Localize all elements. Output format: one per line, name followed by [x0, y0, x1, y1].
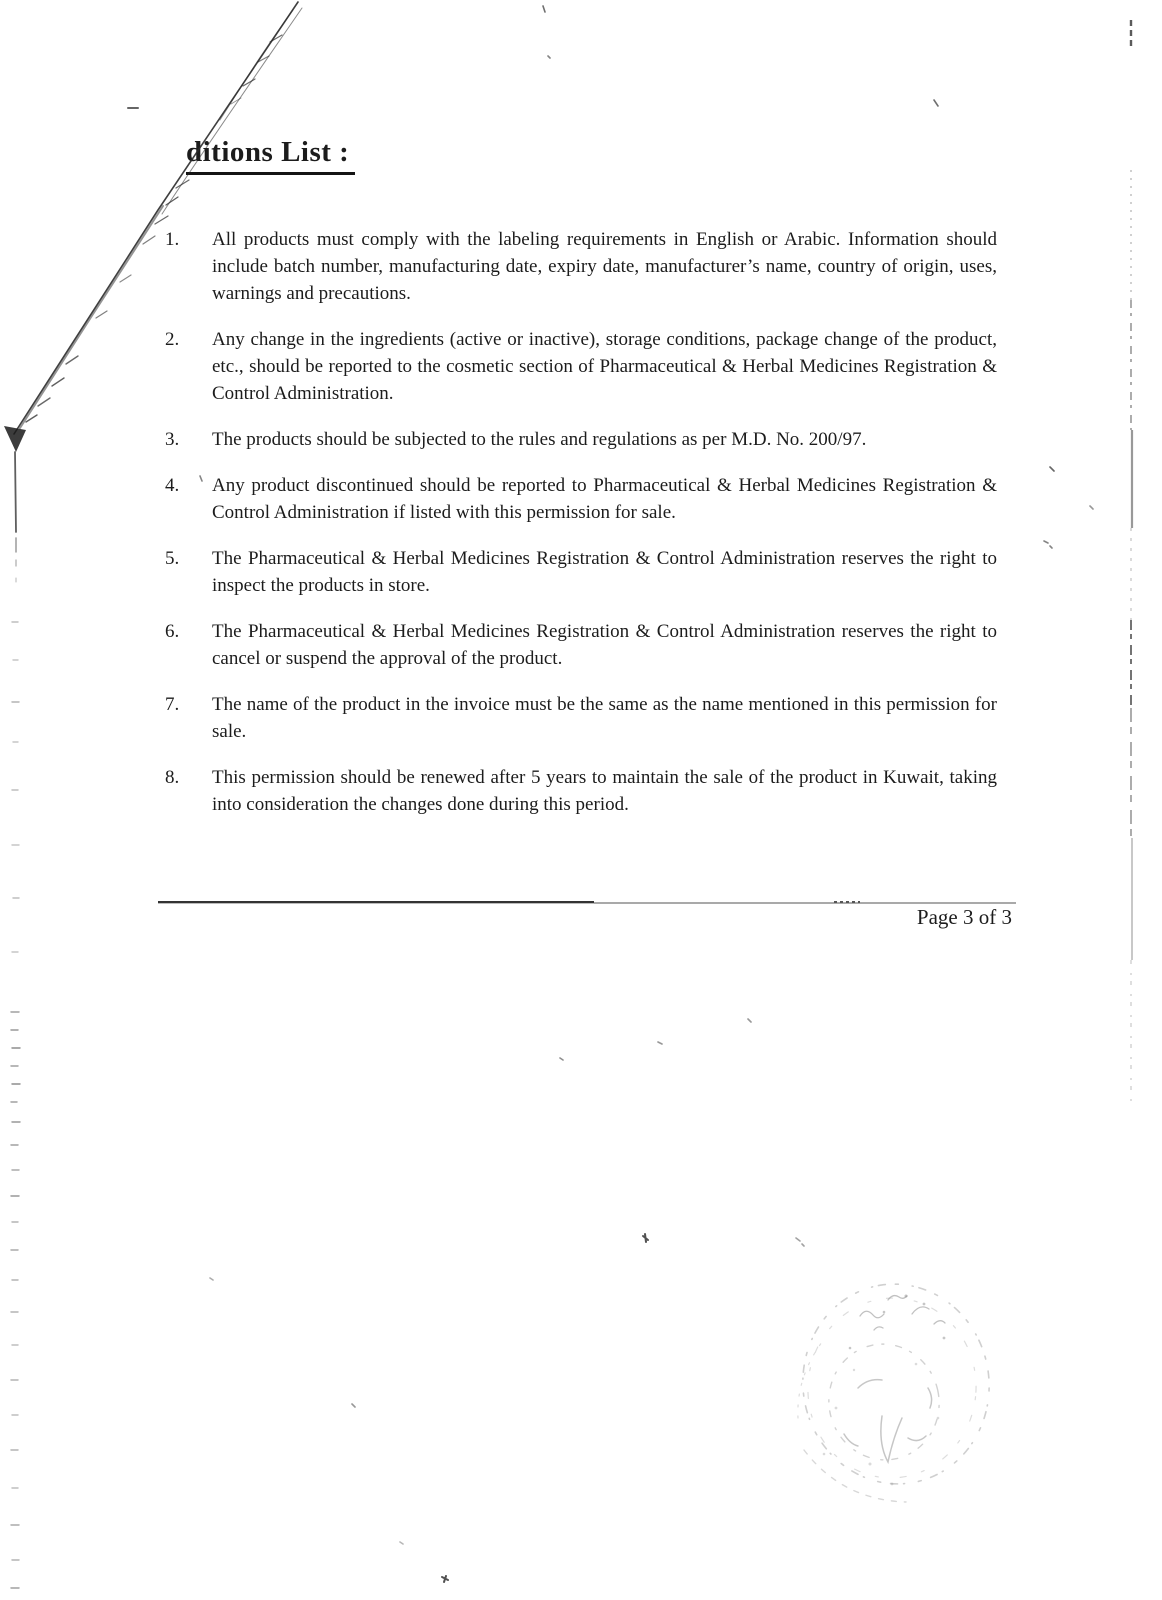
item-number: 5. — [165, 548, 180, 569]
item-text: The Pharmaceutical & Herbal Medicines Registration & Control Administration reserves the right to inspect the products in store. — [212, 548, 997, 596]
item-number: 4. — [165, 475, 180, 496]
item-number: 8. — [165, 767, 180, 788]
footer-divider — [158, 901, 1016, 904]
item-text: All products must comply with the labeling requirements in English or Arabic. Information should include batch number, manufacturing date, expiry date, manufacturer’s name, country of origin, uses, warnings and precautions. — [212, 229, 997, 304]
item-text: Any change in the ingredients (active or inactive), storage conditions, package change of the product, etc., should be reported to the cosmetic section of Pharmaceutical & Herbal Medicines Registration & Control Administration. — [212, 329, 997, 404]
footer-divider-dotted-patch — [834, 901, 860, 903]
item-number: 7. — [165, 694, 180, 715]
page-number: Page 3 of 3 — [916, 905, 1012, 929]
item-number: 2. — [165, 329, 180, 350]
footer-divider-light-segment — [594, 902, 1016, 904]
list-item — [165, 326, 997, 407]
item-number: 6. — [165, 621, 180, 642]
item-text: This permission should be renewed after 5 years to maintain the sale of the product in Kuwait, taking into consideration the changes done during this period. — [212, 767, 997, 815]
list-item — [165, 691, 997, 745]
conditions-list-title-text: ditions List : — [186, 136, 350, 168]
conditions-list-title — [186, 136, 355, 175]
list-item — [165, 618, 997, 672]
conditions-list — [165, 226, 997, 837]
item-text: The Pharmaceutical & Herbal Medicines Registration & Control Administration reserves the right to cancel or suspend the approval of the product. — [212, 621, 997, 669]
list-item — [165, 545, 997, 599]
item-text: Any product discontinued should be reported to Pharmaceutical & Herbal Medicines Registration & Control Administration if listed with this permission for sale. — [212, 475, 997, 523]
list-item — [165, 426, 997, 453]
official-stamp-icon — [788, 1268, 1000, 1508]
list-item — [165, 472, 997, 526]
right-edge-line-icon — [1131, 20, 1132, 1105]
left-edge-noise-icon — [11, 622, 20, 1588]
footer-divider-dark-segment — [158, 901, 594, 903]
list-item — [165, 226, 997, 307]
item-text: The products should be subjected to the rules and regulations as per M.D. No. 200/97. — [212, 429, 867, 450]
item-number: 1. — [165, 229, 180, 250]
list-item — [165, 764, 997, 818]
item-text: The name of the product in the invoice must be the same as the name mentioned in this permission for sale. — [212, 694, 997, 742]
item-number: 3. — [165, 429, 180, 450]
